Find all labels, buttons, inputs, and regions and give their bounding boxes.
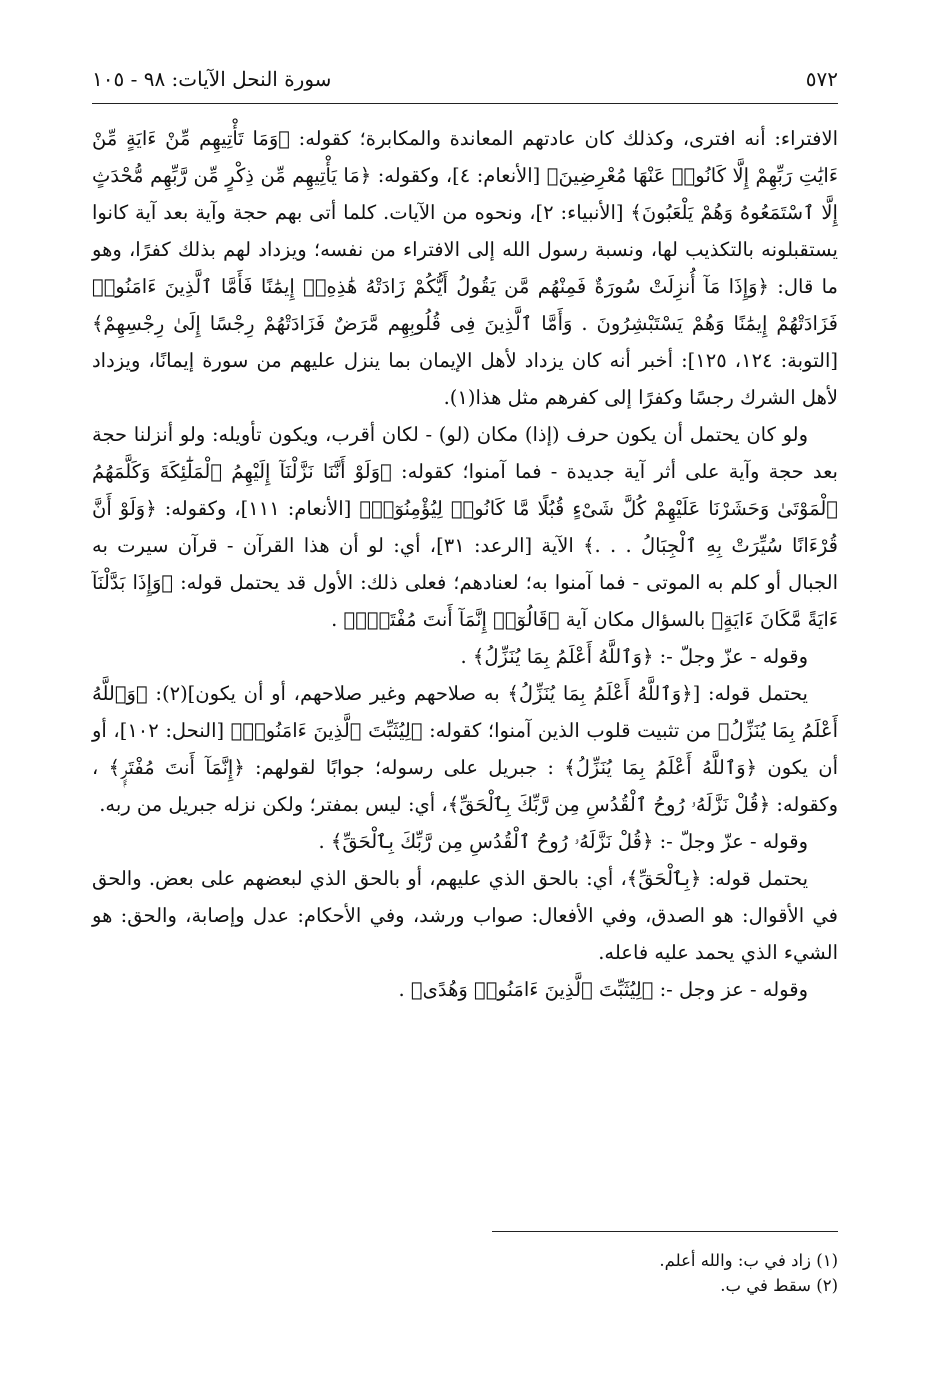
paragraph: وقوله - عزّ وجلّ -: ﴿وَٱللَّهُ أَعْلَمُ بِمَا يُنَزِّلُ﴾ .: [460, 645, 808, 668]
main-text: [92, 120, 838, 1008]
paragraph: ولو كان يحتمل أن يكون حرف (إذا) مكان (لو) - لكان أقرب، ويكون تأويله: ولو أنزلنا حجة بعد حجة وآية على أثر آية جديدة - فما آمنوا؛ كقوله: ﴿وَلَوْ أَنَّنَا نَزَّلْنَآ إِلَيْهِمُ ٱلْمَلَٰٓئِكَةَ وَكَلَّمَهُمُ ٱلْمَوْتَىٰ وَحَشَرْنَا عَلَيْهِمْ كُلَّ شَىْءٍ قُبُلًا مَّا كَانُوا۟ لِيُؤْمِنُوٓا۟﴾ [الأنعام: ١١١]، وكقوله: ﴿وَلَوْ أَنَّ قُرْءَانًا سُيِّرَتْ بِهِ ٱلْجِبَالُ . . .﴾ الآية [الرعد: ٣١]، أي: لو أن هذا القرآن - قرآن سيرت به الجبال أو كلم به الموتى - فما آمنوا به؛ لعنادهم؛ فعلى ذلك: الأول قد يحتمل قوله: ﴿وَإِذَا بَدَّلْنَآ ءَايَةً مَّكَانَ ءَايَةٍ﴾ بالسؤال مكان آية ﴿قَالُوٓا۟ إِنَّمَآ أَنتَ مُفْتَرٍۭ﴾ .: [92, 423, 838, 631]
paragraph: الافتراء: أنه افترى، وكذلك كان عادتهم المعاندة والمكابرة؛ كقوله: ﴿وَمَا تَأْتِيهِم مِّنْ ءَايَةٍ مِّنْ ءَايَٰتِ رَبِّهِمْ إِلَّا كَانُوا۟ عَنْهَا مُعْرِضِينَ﴾ [الأنعام: ٤]، وكقوله: ﴿مَا يَأْتِيهِم مِّن ذِكْرٍ مِّن رَّبِّهِم مُّحْدَثٍ إِلَّا ٱسْتَمَعُوهُ وَهُمْ يَلْعَبُونَ﴾ [الأنبياء: ٢]، ونحوه من الآيات. كلما أتى بهم حجة وآية بعد آية كانوا يستقبلونه بالتكذيب لها، ونسبة رسول الله إلى الافتراء من نفسه؛ ويزداد لهم بذلك كفرًا، وهو ما قال: ﴿وَإِذَا مَآ أُنزِلَتْ سُورَةٌ فَمِنْهُم مَّن يَقُولُ أَيُّكُمْ زَادَتْهُ هَٰذِهِۦٓ إِيمَٰنًا فَأَمَّا ٱلَّذِينَ ءَامَنُوا۟ فَزَادَتْهُمْ إِيمَٰنًا وَهُمْ يَسْتَبْشِرُونَ . وَأَمَّا ٱلَّذِينَ فِى قُلُوبِهِم مَّرَضٌ فَزَادَتْهُمْ رِجْسًا إِلَىٰ رِجْسِهِمْ﴾ [التوبة: ١٢٤، ١٢٥]: أخبر أنه كان يزداد لأهل الإيمان بما ينزل عليهم من سورة إيمانًا، ويزداد لأهل الشرك رجسًا وكفرًا إلى كفرهم مثل هذا(١).: [92, 127, 838, 409]
header-title: سورة النحل الآيات: ٩٨ - ١٠٥: [92, 67, 332, 91]
running-header: [92, 62, 838, 96]
header-rule: [92, 103, 838, 104]
paragraph: وقوله - عزّ وجلّ -: ﴿قُلْ نَزَّلَهُۥ رُوحُ ٱلْقُدُسِ مِن رَّبِّكَ بِٱلْحَقِّ﴾ .: [318, 830, 808, 853]
paragraph: يحتمل قوله: [﴿وَٱللَّهُ أَعْلَمُ بِمَا يُنَزِّلُ﴾ به صلاحهم وغير صلاحهم، أو أن يكون](٢): ﴿وَٱللَّهُ أَعْلَمُ بِمَا يُنَزِّلُ﴾ من تثبيت قلوب الذين آمنوا؛ كقوله: ﴿لِيُثَبِّتَ ٱلَّذِينَ ءَامَنُوا۟﴾ [النحل: ١٠٢]، أو أن يكون ﴿وَٱللَّهُ أَعْلَمُ بِمَا يُنَزِّلُ﴾ : جبريل على رسوله؛ جوابًا لقولهم: ﴿إِنَّمَآ أَنتَ مُفْتَرٍۭ﴾ ، وكقوله: ﴿قُلْ نَزَّلَهُۥ رُوحُ ٱلْقُدُسِ مِن رَّبِّكَ بِٱلْحَقِّ﴾، أي: ليس بمفتر؛ ولكن نزله جبريل من ربه.: [92, 682, 838, 816]
paragraph: يحتمل قوله: ﴿بِٱلْحَقِّ﴾، أي: بالحق الذي عليهم، أو بالحق الذي لبعضهم على بعض. والحق في الأقوال: هو الصدق، وفي الأفعال: صواب ورشد، وفي الأحكام: عدل وإصابة، والحق: هو الشيء الذي يحمد عليه فاعله.: [92, 867, 838, 964]
footnote: (١) زاد في ب: والله أعلم.: [659, 1251, 838, 1270]
page-number: ٥٧٢: [805, 67, 838, 91]
paragraph: وقوله - عز وجل -: ﴿لِيُثَبِّتَ ٱلَّذِينَ ءَامَنُوا۟ وَهُدًى﴾ .: [398, 978, 808, 1001]
footnote: (٢) سقط في ب.: [720, 1276, 838, 1295]
footnote-rule: [492, 1231, 838, 1232]
footnotes: [92, 1248, 838, 1298]
